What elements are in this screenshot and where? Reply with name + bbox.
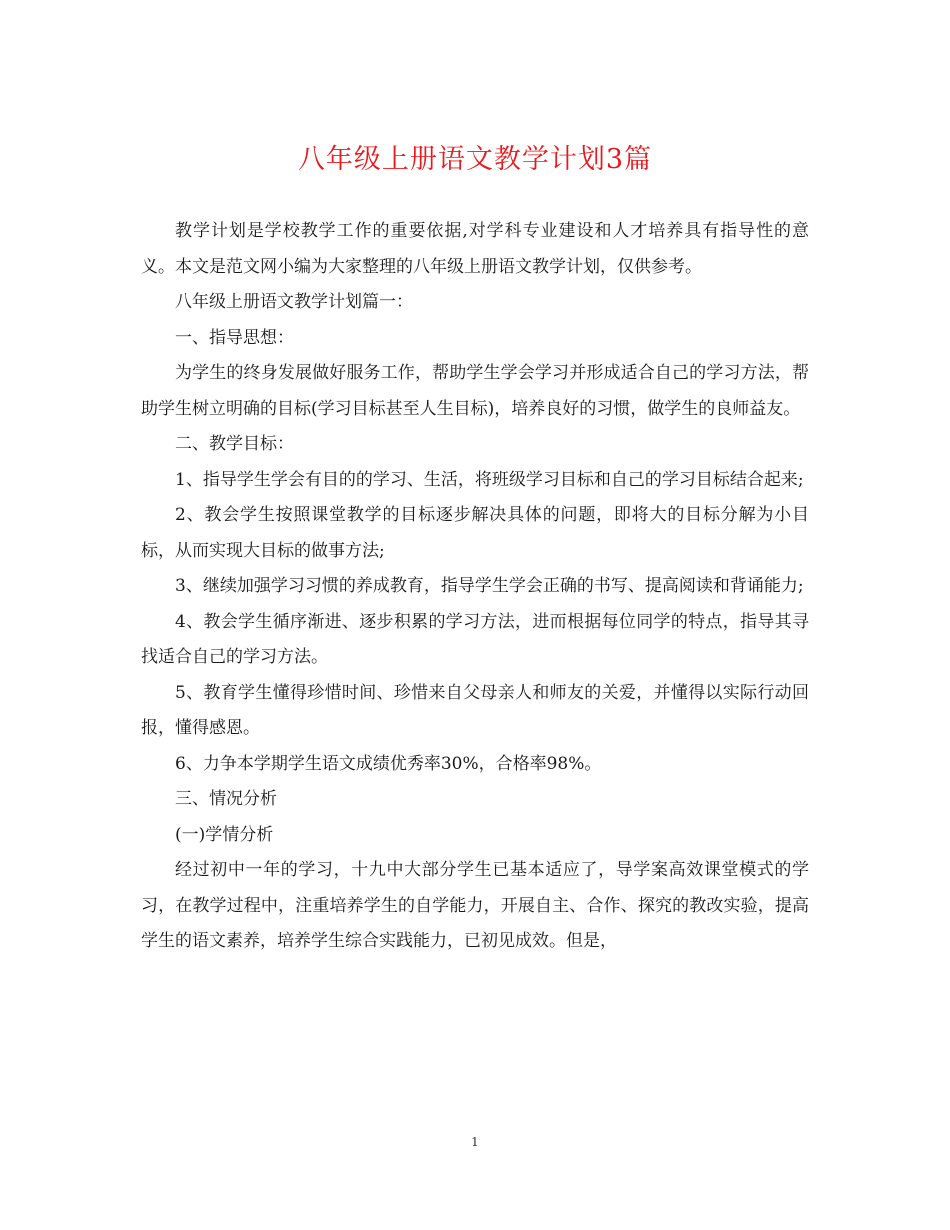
document-title: 八年级上册语文教学计划3篇 <box>297 144 653 175</box>
section-heading-part-one: 八年级上册语文教学计划篇一： <box>175 292 413 312</box>
goal-item-3: 3、继续加强学习习惯的养成教育，指导学生学会正确的书写、提高阅读和背诵能力; <box>175 576 804 596</box>
goal-item-6: 6、力争本学期学生语文成绩优秀率30%，合格率98%。 <box>175 753 602 774</box>
goal-item-5: 5、教育学生懂得珍惜时间、珍惜来自父母亲人和师友的关爱，并懂得以实际行动回报，懂得感恩。 <box>141 682 809 738</box>
heading-guiding-ideology: 一、指导思想： <box>175 327 294 348</box>
paragraph-student-analysis: 经过初中一年的学习，十九中大部分学生已基本适应了，导学案高效课堂模式的学习，在教学过程中，注重培养学生的自学能力，开展自主、合作、探究的教改实验，提高学生的语文素养，培养学生综合实践能力，已初见成效。但是， <box>141 860 809 951</box>
document-body <box>141 214 809 960</box>
page-number: 1 <box>471 1135 479 1149</box>
goal-item-1: 1、指导学生学会有目的的学习、生活，将班级学习目标和自己的学习目标结合起来; <box>175 469 804 490</box>
goal-item-4: 4、教会学生循序渐进、逐步积累的学习方法，进而根据每位同学的特点，指导其寻找适合自己的学习方法。 <box>141 611 809 667</box>
heading-situation-analysis: 三、情况分析 <box>175 789 277 809</box>
paragraph-intro: 教学计划是学校教学工作的重要依据,对学科专业建设和人才培养具有指导性的意义。本文是范文网小编为大家整理的八年级上册语文教学计划，仅供参考。 <box>141 221 809 277</box>
goal-item-2: 2、教会学生按照课堂教学的目标逐步解决具体的问题，即将大的目标分解为小目标，从而实现大目标的做事方法; <box>141 505 809 561</box>
heading-teaching-goals: 二、教学目标： <box>175 434 294 454</box>
subheading-student-analysis: (一)学情分析 <box>175 824 274 845</box>
paragraph-guiding-ideology: 为学生的终身发展做好服务工作，帮助学生学会学习并形成适合自己的学习方法，帮助学生树立明确的目标(学习目标甚至人生目标)，培养良好的习惯，做学生的良师益友。 <box>141 363 809 419</box>
